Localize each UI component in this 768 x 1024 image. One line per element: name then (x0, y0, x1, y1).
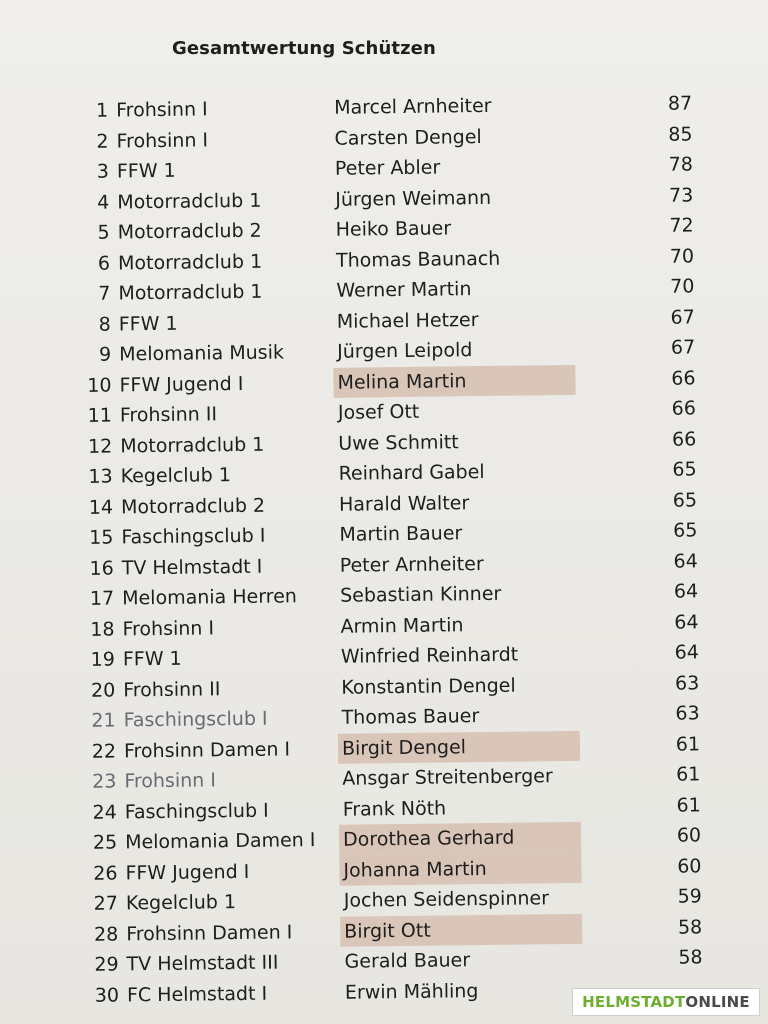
points-cell: 64 (673, 580, 699, 603)
club-cell: Kegelclub 1 (125, 891, 237, 915)
rank-cell: 18 (90, 618, 115, 641)
shooter-name-cell: Marcel Arnheiter (334, 94, 492, 119)
rank-cell: 27 (93, 892, 119, 915)
club-cell: Motorradclub 1 (117, 189, 262, 213)
rank-cell: 9 (98, 343, 112, 366)
club-cell: TV Helmstadt I (121, 555, 263, 579)
shooter-name-cell: Carsten Dengel (334, 125, 482, 150)
club-cell: Frohsinn I (124, 769, 217, 793)
shooter-name-cell: Jochen Seidenspinner (343, 887, 550, 912)
points-cell: 64 (674, 610, 699, 634)
rank-cell: 15 (89, 526, 114, 549)
club-cell: Melomania Herren (122, 585, 297, 610)
points-cell: 61 (676, 763, 701, 786)
rank-cell: 3 (96, 160, 110, 183)
shooter-name-cell: Armin Martin (340, 613, 464, 638)
rank-cell: 21 (91, 709, 116, 732)
club-cell: Faschingsclub I (121, 524, 266, 549)
club-cell: Frohsinn II (123, 677, 221, 701)
shooter-name-cell: Ansgar Streitenberger (342, 765, 553, 790)
document-title: Gesamtwertung Schützen (172, 38, 436, 59)
shooter-name-cell: Thomas Baunach (335, 247, 501, 272)
club-cell: Frohsinn I (116, 98, 208, 122)
rank-cell: 6 (97, 252, 111, 275)
rank-cell: 25 (92, 831, 118, 854)
points-cell: 66 (671, 366, 696, 390)
points-cell: 72 (669, 214, 694, 237)
points-cell: 70 (670, 275, 695, 298)
shooter-name-cell: Martin Bauer (339, 522, 463, 546)
club-cell: Frohsinn I (116, 128, 209, 152)
rank-cell: 22 (91, 740, 117, 763)
rank-cell: 11 (87, 404, 113, 427)
points-cell: 61 (675, 732, 701, 756)
rank-cell: 14 (88, 496, 114, 519)
logo-part-online: ONLINE (685, 993, 750, 1011)
rank-cell: 28 (93, 922, 119, 946)
points-cell: 78 (668, 153, 694, 176)
shooter-name-cell: Winfried Reinhardt (340, 643, 519, 668)
club-cell: Frohsinn Damen I (123, 737, 291, 762)
points-cell: 67 (670, 336, 696, 359)
points-cell: 63 (675, 702, 700, 725)
shooter-name-cell: Birgit Ott (340, 913, 582, 946)
shooter-name-cell: Uwe Schmitt (338, 430, 459, 455)
points-cell: 66 (671, 397, 696, 420)
rank-cell: 8 (98, 313, 111, 336)
club-cell: Motorradclub 1 (117, 250, 263, 274)
rank-cell: 7 (98, 282, 111, 305)
points-cell: 58 (678, 946, 703, 969)
shooter-name-cell: Erwin Mähling (344, 979, 479, 1004)
shooter-name-cell: Dorothea Gerhard (339, 822, 581, 855)
points-cell: 65 (673, 519, 698, 542)
rank-cell: 16 (89, 557, 114, 580)
shooter-name-cell: Heiko Bauer (335, 217, 452, 241)
rank-cell: 4 (97, 191, 110, 214)
club-cell: Frohsinn II (119, 403, 218, 427)
rank-cell: 23 (92, 770, 117, 793)
club-cell: FC Helmstadt I (126, 982, 268, 1006)
points-cell: 58 (677, 915, 703, 939)
club-cell: TV Helmstadt III (126, 951, 279, 976)
rank-cell: 12 (87, 435, 113, 458)
helmstadtonline-logo (572, 988, 760, 1016)
shooter-name-cell: Reinhard Gabel (338, 460, 485, 485)
points-cell: 61 (676, 793, 701, 817)
club-cell: FFW Jugend I (125, 860, 250, 884)
points-cell: 67 (670, 305, 695, 329)
shooter-name-cell: Johanna Martin (339, 852, 581, 885)
rank-cell: 26 (93, 862, 118, 885)
shooter-name-cell: Josef Ott (337, 400, 420, 424)
rank-cell: 10 (87, 374, 112, 397)
points-cell: 63 (674, 671, 700, 695)
points-cell: 60 (676, 824, 702, 847)
rank-cell: 19 (90, 648, 116, 671)
shooter-name-cell: Peter Abler (334, 156, 441, 180)
rank-cell: 1 (95, 99, 109, 122)
shooter-name-cell: Konstantin Dengel (341, 674, 516, 699)
shooter-name-cell: Birgit Dengel (338, 730, 580, 763)
ranking-list (72, 88, 723, 1011)
rank-cell: 2 (96, 130, 109, 153)
rank-cell: 24 (92, 801, 117, 824)
club-cell: Frohsinn Damen I (126, 920, 293, 945)
club-cell: Faschingsclub I (124, 799, 269, 823)
points-cell: 87 (667, 92, 693, 115)
club-cell: Motorradclub 2 (120, 494, 266, 518)
shooter-name-cell: Werner Martin (336, 278, 472, 302)
points-cell: 64 (674, 641, 699, 664)
points-cell: 73 (668, 183, 694, 207)
points-cell: 66 (671, 427, 697, 451)
points-cell: 60 (677, 854, 702, 878)
club-cell: Kegelclub 1 (120, 464, 231, 488)
club-cell: FFW Jugend I (119, 372, 244, 396)
shooter-name-cell: Gerald Bauer (344, 949, 471, 973)
points-cell: 85 (668, 122, 693, 146)
club-cell: FFW 1 (116, 159, 176, 183)
club-cell: Melomania Musik (119, 341, 285, 366)
logo-part-helmstadt: HELMSTADT (582, 993, 686, 1011)
shooter-name-cell: Sebastian Kinner (339, 582, 502, 607)
points-cell: 64 (673, 549, 698, 573)
club-cell: FFW 1 (122, 647, 182, 671)
rank-cell: 30 (94, 983, 120, 1007)
shooter-name-cell: Jürgen Leipold (337, 339, 473, 363)
club-cell: FFW 1 (118, 312, 178, 335)
club-cell: Motorradclub 1 (120, 433, 265, 457)
club-cell: Faschingsclub I (123, 707, 268, 732)
shooter-name-cell: Frank Nöth (342, 796, 447, 821)
rank-cell: 17 (89, 587, 115, 610)
shooter-name-cell: Michael Hetzer (336, 308, 479, 333)
club-cell: Frohsinn I (122, 616, 215, 640)
points-cell: 65 (672, 458, 697, 481)
rank-cell: 29 (94, 953, 119, 976)
points-cell: 59 (677, 885, 702, 908)
rank-cell: 5 (97, 221, 110, 244)
points-cell: 65 (672, 488, 698, 512)
shooter-name-cell: Jürgen Weimann (335, 186, 492, 211)
rank-cell: 20 (90, 679, 116, 702)
shooter-name-cell: Thomas Bauer (341, 705, 480, 729)
club-cell: Melomania Damen I (124, 829, 316, 854)
rank-cell: 13 (88, 465, 113, 488)
shooter-name-cell: Peter Arnheiter (339, 552, 484, 577)
points-cell: 70 (669, 244, 695, 268)
shooter-name-cell: Melina Martin (333, 364, 575, 397)
club-cell: Motorradclub 2 (117, 219, 262, 244)
club-cell: Motorradclub 1 (118, 280, 263, 305)
shooter-name-cell: Harald Walter (338, 491, 470, 516)
